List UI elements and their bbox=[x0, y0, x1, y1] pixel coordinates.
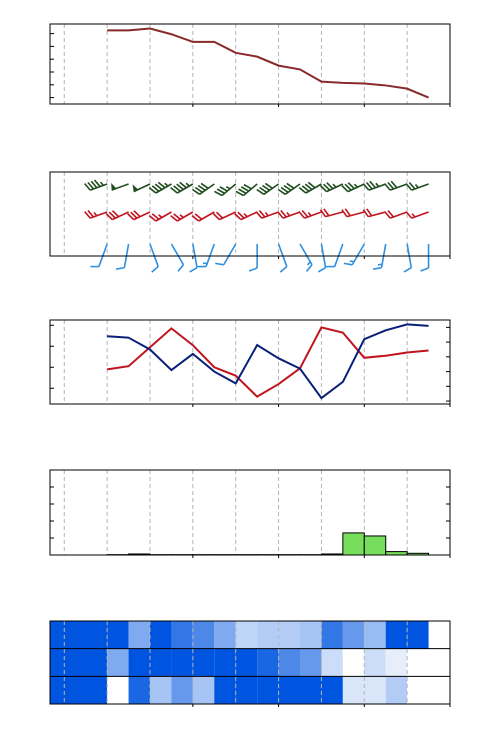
wind-barb bbox=[149, 205, 171, 222]
wind-barb bbox=[321, 204, 343, 217]
wind-barb bbox=[236, 178, 257, 198]
wind-barb bbox=[142, 244, 159, 272]
cloud-cell bbox=[257, 649, 278, 677]
wind-barb bbox=[406, 176, 428, 191]
wind-barb bbox=[171, 177, 193, 194]
wind-barb bbox=[165, 244, 185, 271]
wind-barb bbox=[385, 204, 407, 219]
precip-bar bbox=[343, 533, 364, 555]
wind-barb bbox=[131, 178, 150, 192]
wind-barb bbox=[109, 177, 128, 190]
cloud-cell bbox=[257, 621, 278, 649]
cloud-cell bbox=[321, 649, 342, 677]
temp-rh-grid bbox=[64, 320, 407, 404]
wind-barb bbox=[198, 241, 215, 269]
wind-barb bbox=[299, 177, 321, 194]
wind-barb bbox=[278, 177, 300, 196]
temp-line bbox=[107, 327, 428, 396]
wind-barb bbox=[171, 205, 193, 222]
cloud-cell bbox=[171, 676, 192, 704]
wind-barb bbox=[192, 177, 214, 196]
cloud-cell bbox=[407, 676, 428, 704]
wind-barb-flag bbox=[318, 268, 326, 272]
cloud-cell bbox=[279, 621, 300, 649]
wind-barb bbox=[85, 204, 107, 219]
cloud-cell bbox=[321, 676, 342, 704]
wind-barb bbox=[249, 244, 257, 271]
wind-barb bbox=[90, 241, 107, 269]
wind-barb bbox=[293, 244, 313, 271]
wind-barb bbox=[149, 177, 171, 194]
wind-barb-flag bbox=[403, 268, 411, 272]
wind-barb-staff bbox=[206, 244, 214, 267]
wind-barb bbox=[363, 204, 385, 217]
precip-bar bbox=[386, 552, 407, 555]
wind-barb-staff bbox=[224, 244, 236, 265]
cloud-cell bbox=[343, 676, 364, 704]
cloud-cell bbox=[50, 676, 107, 704]
wind-barb bbox=[215, 240, 235, 267]
wind-barb-staff bbox=[171, 244, 183, 265]
cloud-cell bbox=[300, 676, 321, 704]
cloud-cell bbox=[129, 649, 150, 677]
cloud-cell bbox=[214, 676, 235, 704]
cloud-cell bbox=[343, 649, 364, 677]
cloud-cell bbox=[364, 621, 385, 649]
cloud-cell bbox=[129, 621, 150, 649]
wind-barb bbox=[326, 241, 343, 269]
cloud-cell bbox=[171, 649, 192, 677]
cloud-cell bbox=[386, 621, 407, 649]
wind-barb-staff bbox=[150, 244, 158, 267]
wind-barb-flag bbox=[373, 266, 381, 270]
wind-barb bbox=[116, 243, 129, 271]
cloud-cell bbox=[364, 676, 385, 704]
wind-barb-flag bbox=[326, 264, 335, 270]
cloud-cell bbox=[386, 649, 407, 677]
cloud-cell bbox=[236, 649, 257, 677]
cloud-cell bbox=[236, 676, 257, 704]
wind-barb bbox=[314, 244, 327, 272]
wind-barb bbox=[399, 244, 412, 272]
cloud-cell bbox=[321, 621, 342, 649]
wind-barb bbox=[373, 243, 386, 271]
cloud-cell bbox=[257, 676, 278, 704]
wind-barb-half-flag bbox=[226, 186, 230, 190]
wind-barb bbox=[278, 204, 300, 219]
wind-barb bbox=[213, 205, 235, 221]
cloud-cell bbox=[107, 676, 128, 704]
wind-barb bbox=[128, 205, 150, 221]
wind-barb bbox=[344, 240, 364, 267]
cloud-cell bbox=[193, 649, 214, 677]
cloud-cell bbox=[214, 621, 235, 649]
cloud-cell bbox=[150, 649, 171, 677]
cloud-cell bbox=[171, 621, 192, 649]
precip-frame bbox=[50, 470, 450, 555]
wind-barb bbox=[406, 204, 428, 219]
wind-barb-staff bbox=[335, 244, 343, 267]
cloud-cell bbox=[150, 621, 171, 649]
cloud-cell bbox=[193, 676, 214, 704]
wind-barb-flag bbox=[151, 267, 160, 273]
precip-bar bbox=[364, 536, 385, 555]
pressure-grid bbox=[64, 24, 407, 104]
wind-barb bbox=[192, 205, 214, 222]
cloud-cell bbox=[300, 649, 321, 677]
cloud-cell bbox=[214, 649, 235, 677]
wind-barb bbox=[235, 205, 257, 221]
cloud-cell bbox=[50, 649, 107, 677]
cloud-cell bbox=[50, 621, 107, 649]
wind-barb-flag bbox=[249, 268, 257, 271]
cloud-cell bbox=[364, 649, 385, 677]
cloud-cell bbox=[343, 621, 364, 649]
wind-barb-staff bbox=[352, 244, 364, 265]
wind-barb-flag bbox=[189, 268, 197, 272]
cloud-cell bbox=[107, 621, 128, 649]
wind-850hPa-row bbox=[85, 204, 429, 222]
wind-barb-flag bbox=[177, 265, 185, 272]
wind-barb bbox=[421, 244, 429, 271]
wind-barb-staff bbox=[279, 244, 287, 267]
wind-barb-flag bbox=[305, 265, 313, 272]
pressure-frame bbox=[50, 24, 450, 104]
cloud-cell bbox=[107, 649, 128, 677]
cloud-cell bbox=[407, 649, 428, 677]
wind-barb-staff bbox=[99, 244, 107, 267]
wind-barb bbox=[185, 244, 198, 272]
wind-barb bbox=[214, 178, 235, 198]
wind-700hPa-row bbox=[85, 176, 429, 197]
wind-barb bbox=[363, 176, 385, 191]
wind-barb-flag bbox=[215, 261, 223, 268]
wind-barb-staff bbox=[300, 244, 312, 265]
pressure-line bbox=[107, 28, 428, 97]
wind-barb bbox=[320, 177, 342, 193]
cloud-cell bbox=[386, 676, 407, 704]
cloud-cell bbox=[129, 676, 150, 704]
wind-barb bbox=[257, 177, 279, 196]
wind-barb-flag bbox=[421, 268, 429, 271]
cloud-cell bbox=[150, 676, 171, 704]
wind-barb bbox=[256, 204, 278, 219]
cloud-cell bbox=[279, 676, 300, 704]
cloud-cell bbox=[236, 621, 257, 649]
cloud-cell bbox=[193, 621, 214, 649]
wind-barb bbox=[106, 205, 128, 221]
wind-barb-flag bbox=[198, 264, 207, 270]
rh-line bbox=[107, 324, 428, 398]
wind-barb-flag bbox=[279, 267, 288, 273]
wind-barb bbox=[85, 176, 107, 191]
wind-barb-flag bbox=[90, 264, 99, 270]
temp-rh-frame bbox=[50, 320, 450, 404]
wind-barb bbox=[342, 177, 364, 193]
wind-barb bbox=[299, 204, 321, 219]
wind-barb bbox=[342, 204, 364, 217]
wind-barb-flag bbox=[116, 266, 124, 270]
cloud-cell bbox=[407, 621, 428, 649]
wind-barb bbox=[385, 176, 407, 191]
wind-barb bbox=[271, 244, 288, 272]
cloud-cell bbox=[279, 649, 300, 677]
cloud-cell bbox=[300, 621, 321, 649]
